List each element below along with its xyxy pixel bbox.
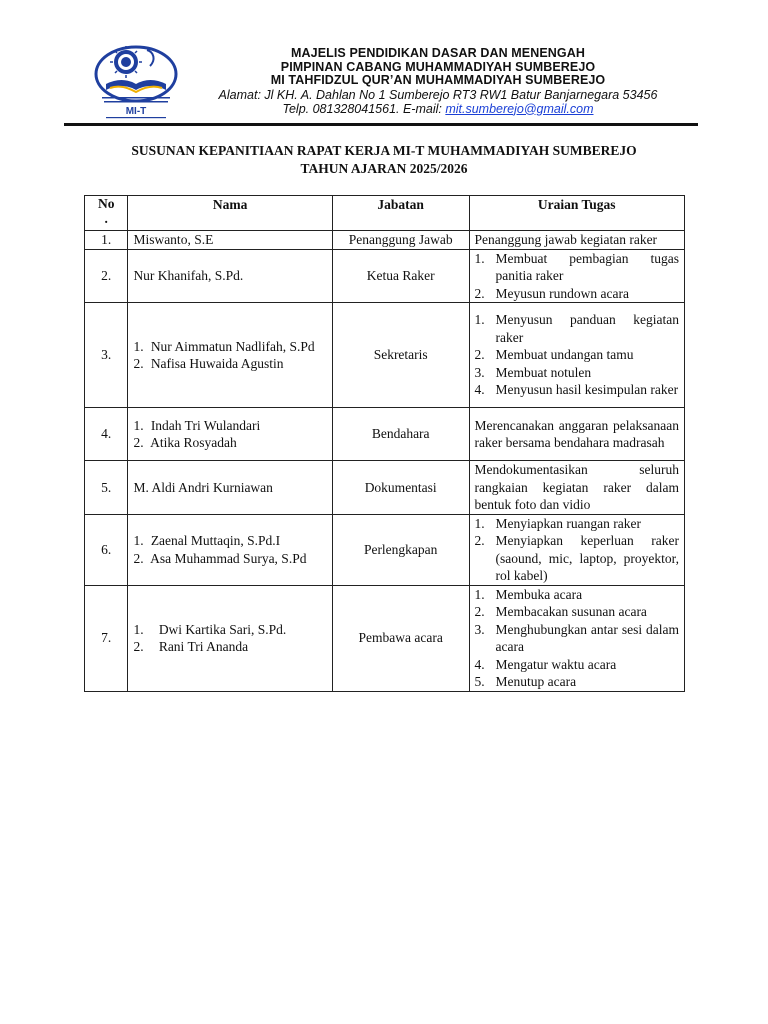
duty: Merencanakan anggaran pelaksanaan raker bersama bendahara madrasah — [469, 408, 685, 461]
member-name: M. Aldi Andri Kurniawan — [128, 461, 332, 515]
position: Bendahara — [332, 408, 469, 461]
row-number: 7. — [85, 585, 128, 691]
member-name: 2. Rani Tri Ananda — [133, 639, 249, 654]
title-line-2: TAHUN AJARAN 2025/2026 — [300, 161, 468, 176]
table-row — [85, 585, 685, 691]
duty-item: 2. Membacakan susunan acara — [474, 604, 647, 619]
header-jabatan: Jabatan — [332, 196, 469, 231]
member-name: 1. Dwi Kartika Sari, S.Pd. — [133, 621, 287, 637]
row-number: 5. — [85, 461, 128, 515]
header-nama: Nama — [128, 196, 332, 231]
member-name: 2. Atika Rosyadah — [133, 435, 237, 450]
table-row — [85, 514, 685, 585]
school-name: MI TAHFIDZUL QUR’AN MUHAMMADIYAH SUMBEREJO — [270, 73, 606, 87]
table-row — [85, 461, 685, 515]
member-name: 2. Asa Muhammad Surya, S.Pd — [133, 550, 307, 566]
member-name: Nur Khanifah, S.Pd. — [128, 249, 332, 303]
member-name: 2. Nafisa Huwaida Agustin — [133, 356, 284, 371]
duty-item: 2. Menyiapkan keperluan raker (saound, mic, laptop, proyektor, rol kabel) — [474, 533, 679, 583]
position: Penanggung Jawab — [332, 231, 469, 250]
table-header-row — [85, 196, 685, 231]
duty: Penanggung jawab kegiatan raker — [469, 231, 685, 250]
org-line-2: PIMPINAN CABANG MUHAMMADIYAH SUMBEREJO — [280, 59, 596, 74]
table-row — [85, 249, 685, 303]
contact-line — [184, 102, 692, 116]
header-rule — [64, 123, 698, 126]
header-no: No . — [85, 196, 128, 231]
title-line-1: SUSUNAN KEPANITIAAN RAPAT KERJA MI-T MUHAMMADIYAH SUMBEREJO — [131, 143, 637, 158]
address: Alamat: Jl KH. A. Dahlan No 1 Sumberejo RT3 RW1 Batur Banjarnegara 53456 — [218, 87, 658, 102]
school-logo — [92, 40, 180, 122]
duty-item: 3. Menghubungkan antar sesi dalam acara — [474, 621, 679, 654]
logo-label: MI-T — [125, 106, 147, 117]
member-names — [128, 514, 332, 585]
member-name: Miswanto, S.E — [128, 231, 332, 250]
committee-table — [84, 195, 685, 692]
row-number: 6. — [85, 514, 128, 585]
member-name: 1. Zaenal Muttaqin, S.Pd.I — [133, 533, 281, 548]
duty-list — [469, 514, 685, 585]
letterhead — [92, 40, 692, 124]
duty-item: 1. Menyusun panduan kegiatan raker — [474, 312, 679, 345]
row-number: 2. — [85, 249, 128, 303]
position: Ketua Raker — [332, 249, 469, 303]
position: Sekretaris — [332, 303, 469, 408]
duty-item: 1. Membuka acara — [474, 586, 583, 602]
duty-item: 1. Menyiapkan ruangan raker — [474, 515, 641, 531]
member-names — [128, 585, 332, 691]
position: Pembawa acara — [332, 585, 469, 691]
duty-item: 4. Menyusun hasil kesimpulan raker — [474, 382, 679, 398]
member-names — [128, 408, 332, 461]
duty-list — [469, 249, 685, 303]
header-uraian: Uraian Tugas — [469, 196, 685, 231]
member-names — [128, 303, 332, 408]
table-row — [85, 231, 685, 250]
member-name: 1. Nur Aimmatun Nadlifah, S.Pd — [133, 338, 315, 354]
row-number: 1. — [85, 231, 128, 250]
table-row — [85, 303, 685, 408]
org-line-1: MAJELIS PENDIDIKAN DASAR DAN MENENGAH — [291, 46, 585, 60]
email-link[interactable]: mit.sumberejo@gmail.com — [445, 101, 594, 116]
duty-item: 2. Meyusun rundown acara — [474, 285, 629, 301]
phone: Telp. 081328041561. E-mail: — [282, 101, 446, 116]
duty-list — [469, 585, 685, 691]
duty-item: 5. Menutup acara — [474, 674, 577, 689]
document-title — [84, 142, 684, 178]
duty: Mendokumentasikan seluruh rangkaian kegiatan raker dalam bentuk foto dan vidio — [469, 461, 685, 515]
member-name: 1. Indah Tri Wulandari — [133, 417, 261, 433]
row-number: 3. — [85, 303, 128, 408]
position: Perlengkapan — [332, 514, 469, 585]
duty-item: 4. Mengatur waktu acara — [474, 656, 617, 672]
position: Dokumentasi — [332, 461, 469, 515]
table-row — [85, 408, 685, 461]
duty-item: 1. Membuat pembagian tugas panitia raker — [474, 250, 679, 283]
row-number: 4. — [85, 408, 128, 461]
duty-item: 3. Membuat notulen — [474, 364, 592, 380]
duty-list — [469, 303, 685, 408]
duty-item: 2. Membuat undangan tamu — [474, 347, 634, 363]
